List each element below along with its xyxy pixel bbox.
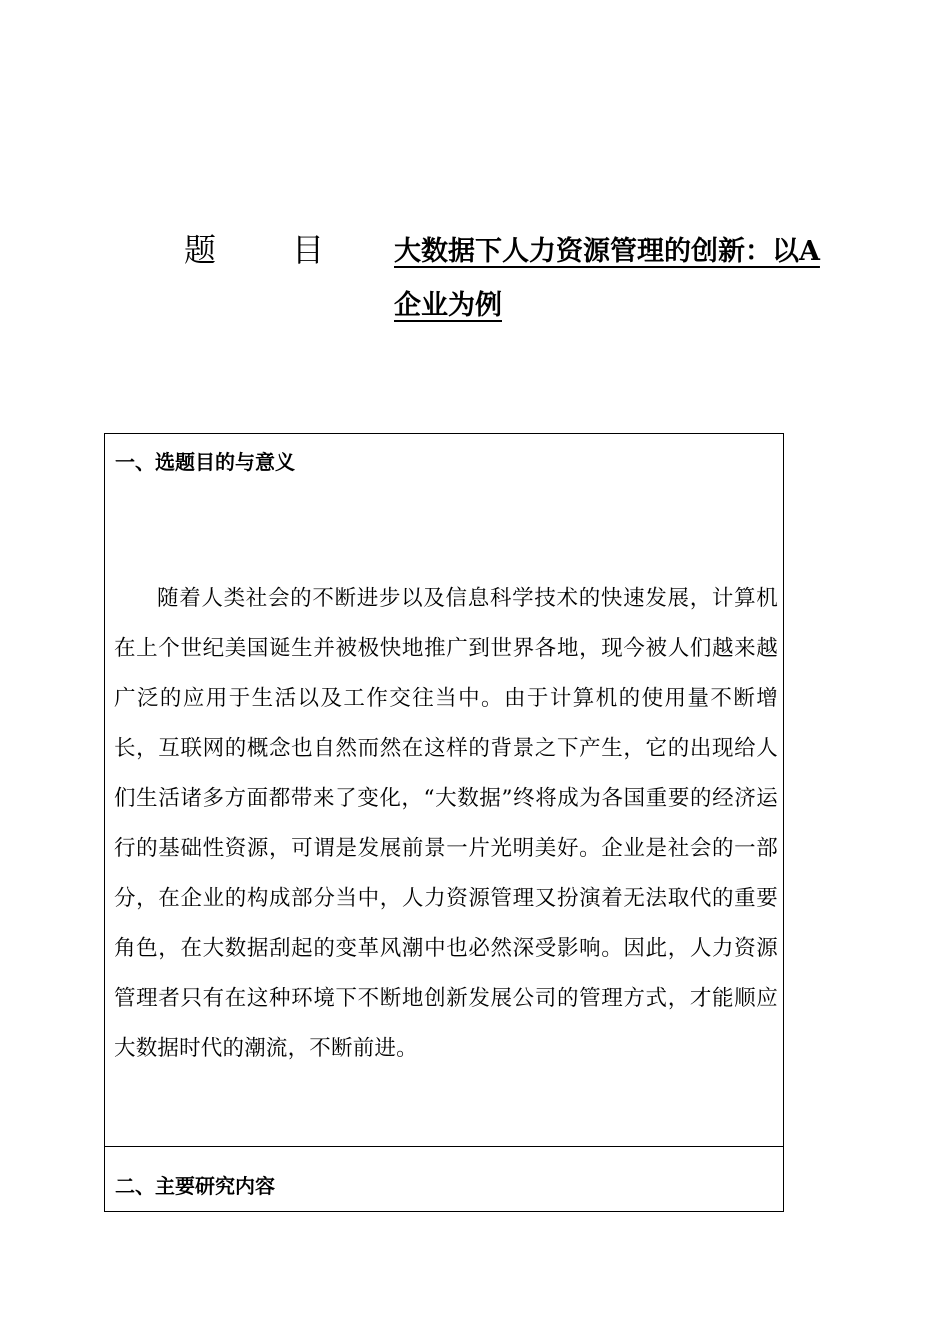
title-text-line-1: [358, 230, 820, 274]
section-purpose-significance: [105, 434, 783, 1147]
proposal-table: [104, 433, 784, 1212]
section-main-research-content: [105, 1147, 783, 1211]
title-line-1-text: 大数据下人力资源管理的创新：以A: [394, 236, 820, 267]
title-text-line-2: [394, 284, 518, 328]
section-paragraph-purpose: 随着人类社会的不断进步以及信息科学技术的快速发展，计算机在上个世纪美国诞生并被极快地推广到世界各地，现今被人们越来越广泛的应用于生活以及工作交往当中。由于计算机的使用量不断增长，互联网的概念也自然而然在这样的背景之下产生，它的出现给人们生活诸多方面都带来了变化，“大数据”终将成为各国重要的经济运行的基础性资源，可谓是发展前景一片光明美好。企业是社会的一部分，在企业的构成部分当中，人力资源管理又扮演着无法取代的重要角色，在大数据刮起的变革风潮中也必然深受影响。因此，人力资源管理者只有在这种环境下不断地创新发展公司的管理方式，才能顺应大数据时代的潮流，不断前进。: [114, 586, 778, 1061]
title-label-char-1: 题: [184, 231, 217, 269]
title-line-2-text: 企业为例: [394, 290, 502, 321]
section-heading-purpose: 一、选题目的与意义: [115, 450, 295, 474]
title-label-char-2: 目: [292, 231, 325, 269]
section-heading-research: 二、主要研究内容: [115, 1174, 275, 1198]
